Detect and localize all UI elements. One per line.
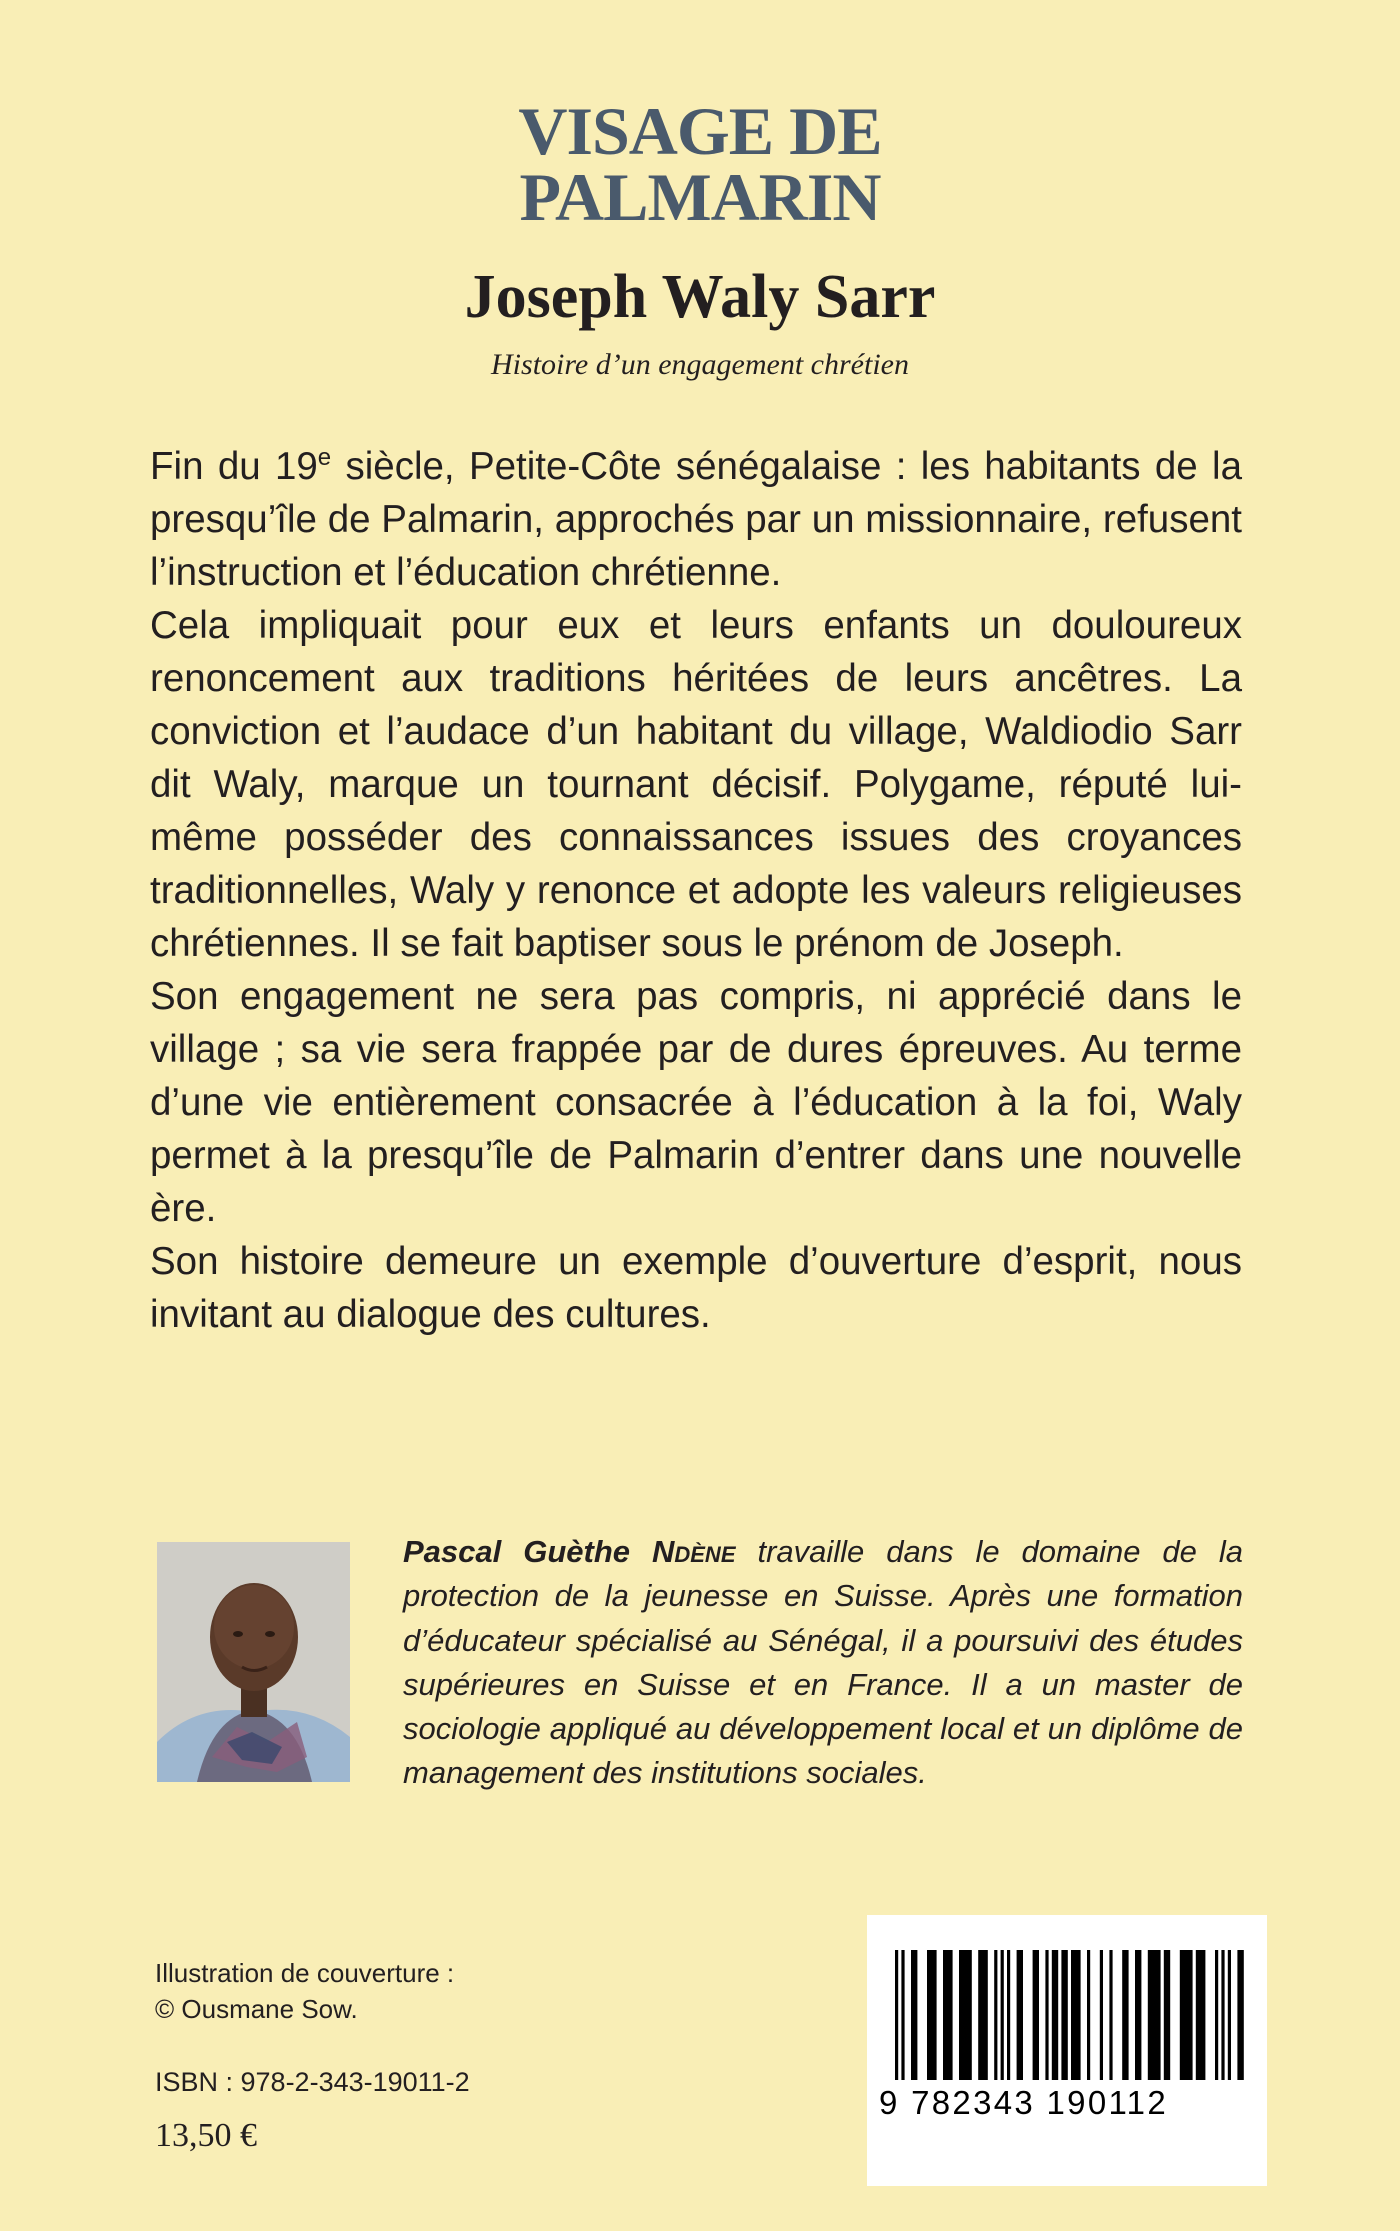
barcode-bar <box>1135 1950 1141 2080</box>
series-title-line-2: PALMARIN <box>519 159 881 235</box>
barcode-bar <box>1122 1950 1128 2080</box>
credit-line-2: © Ousmane Sow. <box>155 1994 358 2024</box>
barcode-bar <box>1001 1950 1004 2080</box>
barcode-bar <box>911 1950 917 2080</box>
blurb-p1-end: siècle, Petite-Côte sénégalaise : les habitants de la presqu’île de Palmarin, approchés par un missionnaire, refusent l’instruction et l’éducation chrétienne. <box>150 445 1242 594</box>
barcode-bar <box>1148 1950 1161 2080</box>
barcode-bar <box>1017 1950 1023 2080</box>
barcode-bar <box>943 1950 953 2080</box>
barcode-bar <box>1045 1950 1048 2080</box>
author-surname: Ndène <box>651 1534 736 1569</box>
author-portrait-illustration <box>157 1542 350 1782</box>
author-bio-text: travaille dans le domaine de la protection de la jeunesse en Suisse. Après une formation d’éducateur spécialisé au Sénégal, il a poursuivi des études supérieures en Suisse et en France. Il a un master de sociologie appliqué au développement local et un diplôme de management des institutions sociales. <box>403 1534 1243 1791</box>
barcode-bar <box>901 1950 904 2080</box>
barcode-bar <box>1109 1950 1112 2080</box>
barcode-bar <box>895 1950 898 2080</box>
back-cover-blurb <box>150 440 1242 1341</box>
barcode-bar <box>1052 1950 1058 2080</box>
blurb-paragraph-1 <box>150 440 1242 599</box>
barcode-digits: 9 782343 190112 <box>879 2084 1168 2121</box>
author-biography <box>403 1530 1243 1796</box>
isbn: ISBN : 978-2-343-19011-2 <box>155 2067 470 2097</box>
blurb-paragraph-2: Cela impliquait pour eux et leurs enfants un douloureux renoncement aux traditions héritées de leurs ancêtres. La conviction et l’audace d’un habitant du village, Waldiodio Sarr dit Waly, marque un tournant décisif. Polygame, réputé lui-même posséder des connaissances issues des croyances traditionnelles, Waly y renonce et adopte les valeurs religieuses chrétiennes. Il se fait baptiser sous le prénom de Joseph. <box>150 604 1242 965</box>
blurb-p1-start: Fin du 19 <box>150 445 318 488</box>
barcode-bar <box>1033 1950 1039 2080</box>
barcode-bar <box>978 1950 988 2080</box>
barcode-bar <box>1180 1950 1193 2080</box>
blurb-paragraph-4: Son histoire demeure un exemple d’ouverture d’esprit, nous invitant au dialogue des cultures. <box>150 1240 1242 1336</box>
price: 13,50 € <box>155 2117 257 2154</box>
barcode-bar <box>1164 1950 1170 2080</box>
author-photo <box>157 1542 350 1782</box>
barcode-bar <box>1100 1950 1103 2080</box>
book-subtitle: Histoire d’un engagement chrétien <box>491 348 909 381</box>
century-superscript: e <box>317 444 332 471</box>
book-title: Joseph Waly Sarr <box>464 263 936 331</box>
author-first-names: Pascal Guèthe <box>403 1534 652 1569</box>
cover-illustration-credit <box>155 1955 454 2027</box>
barcode-bar <box>1237 1950 1243 2080</box>
barcode-bar <box>1061 1950 1067 2080</box>
barcode-bar <box>1215 1950 1218 2080</box>
barcode-bar <box>1221 1950 1224 2080</box>
barcode-bar <box>1007 1950 1010 2080</box>
barcode-bar <box>927 1950 937 2080</box>
barcode-bar <box>1071 1950 1081 2080</box>
barcode-bar <box>1087 1950 1090 2080</box>
blurb-paragraph-3: Son engagement ne sera pas compris, ni apprécié dans le village ; sa vie sera frappée par de dures épreuves. Au terme d’une vie entièrement consacrée à l’éducation à la foi, Waly permet à la presqu’île de Palmarin d’entrer dans une nouvelle ère. <box>150 975 1242 1230</box>
barcode-bar <box>1228 1950 1231 2080</box>
barcode-bar <box>959 1950 972 2080</box>
credit-line-1: Illustration de couverture : <box>155 1958 455 1988</box>
barcode-bars <box>887 1950 1247 2080</box>
barcode <box>867 1915 1267 2186</box>
series-title-line-1: VISAGE DE <box>518 93 882 169</box>
barcode-bar <box>1196 1950 1206 2080</box>
series-title <box>0 93 1400 235</box>
barcode-bar <box>994 1950 997 2080</box>
